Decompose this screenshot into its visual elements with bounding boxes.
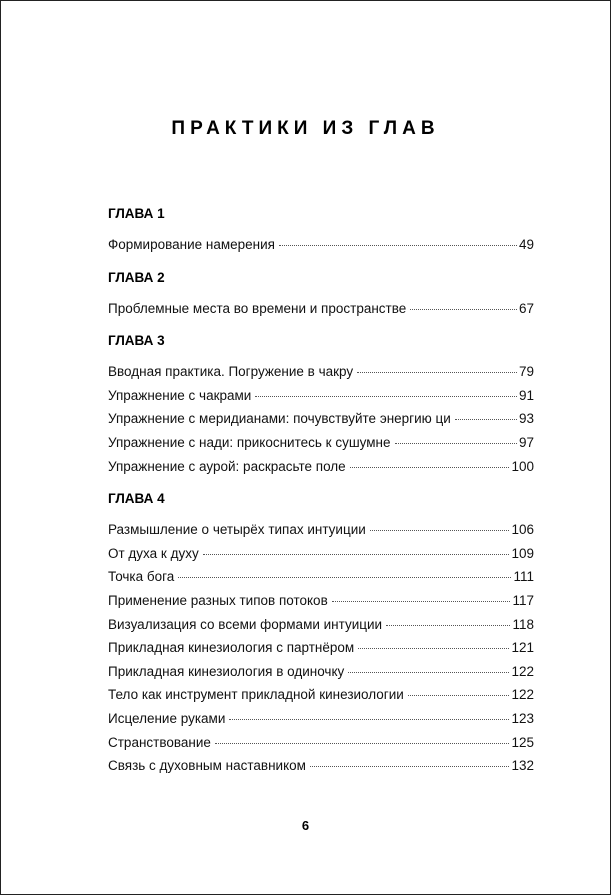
chapter-entries <box>108 233 534 257</box>
dot-leader <box>348 672 509 673</box>
toc-entry-title: Тело как инструмент прикладной кинезиологии <box>108 687 404 703</box>
toc-entry <box>108 613 534 637</box>
dot-leader <box>386 625 510 626</box>
dot-leader <box>370 530 510 531</box>
dot-leader <box>455 419 517 420</box>
chapter-entries <box>108 518 534 778</box>
dot-leader <box>410 309 517 310</box>
toc-entry <box>108 518 534 542</box>
toc-entry-title: Упражнение с чакрами <box>108 387 252 403</box>
toc-entry-page: 122 <box>511 687 534 703</box>
toc-entry <box>108 360 534 384</box>
dot-leader <box>310 766 510 767</box>
chapter-2 <box>108 269 534 321</box>
toc-entry-title: Размышление о четырёх типах интуиции <box>108 522 366 538</box>
toc-entry-page: 100 <box>511 458 534 474</box>
chapter-heading: ГЛАВА 3 <box>108 333 165 349</box>
toc-entry-page: 49 <box>518 237 534 252</box>
dot-leader <box>408 695 510 696</box>
toc-entry-title: Упражнение с меридианами: почувствуйте энергию ци <box>108 411 451 427</box>
toc-entry <box>108 431 534 455</box>
chapter-3 <box>108 332 534 478</box>
toc-entry-page: 97 <box>518 434 534 450</box>
toc-entry <box>108 683 534 707</box>
dot-leader <box>395 443 517 444</box>
toc-entry-page: 67 <box>518 300 534 316</box>
toc-entry <box>108 297 534 321</box>
chapter-entries <box>108 360 534 478</box>
toc-entry <box>108 660 534 684</box>
toc-entry <box>108 407 534 431</box>
toc-entry-page: 111 <box>513 569 534 585</box>
toc-entry-page: 125 <box>511 734 534 750</box>
toc-entry-page: 121 <box>511 640 534 656</box>
toc-entry-title: Вводная практика. Погружение в чакру <box>108 364 354 380</box>
toc-entry-title: От духа к духу <box>108 545 199 561</box>
chapter-1 <box>108 205 534 257</box>
chapter-heading: ГЛАВА 1 <box>108 206 165 221</box>
toc-entry-title: Визуализация со всеми формами интуиции <box>108 616 383 632</box>
chapter-heading: ГЛАВА 4 <box>108 491 165 507</box>
dot-leader <box>229 719 509 720</box>
toc-entry-title: Упражнение с аурой: раскрасьте поле <box>108 458 346 474</box>
toc-entry <box>108 707 534 731</box>
toc-entry-title: Применение разных типов потоков <box>108 592 328 608</box>
page-title: ПРАКТИКИ ИЗ ГЛАВ <box>171 118 440 139</box>
toc-entry-title: Проблемные места во времени и пространстве <box>108 300 407 316</box>
toc-entry-page: 79 <box>518 364 534 380</box>
toc-entry-page: 91 <box>518 387 534 403</box>
dot-leader <box>203 554 510 555</box>
dot-leader <box>357 372 517 373</box>
chapter-heading: ГЛАВА 2 <box>108 269 165 285</box>
toc-entry <box>108 233 534 257</box>
toc-entry <box>108 565 534 589</box>
toc-entry-title: Упражнение с нади: прикоснитесь к сушумне <box>108 434 391 450</box>
toc-entry-title: Формирование намерения <box>108 237 275 252</box>
toc-entry-page: 93 <box>518 411 534 427</box>
dot-leader <box>332 601 511 602</box>
toc-entry <box>108 589 534 613</box>
dot-leader <box>358 648 509 649</box>
toc-entry <box>108 455 534 479</box>
toc-entry <box>108 636 534 660</box>
toc-entry-page: 122 <box>511 663 534 679</box>
toc-entry-title: Прикладная кинезиология с партнёром <box>108 640 355 656</box>
toc-entry <box>108 731 534 755</box>
toc-entry-title: Исцеление руками <box>108 710 226 726</box>
chapter-4 <box>108 490 534 778</box>
chapter-entries <box>108 297 534 321</box>
dot-leader <box>178 577 511 578</box>
toc-entry-title: Странствование <box>108 734 211 750</box>
toc-entry-title: Связь с духовным наставником <box>108 758 306 774</box>
toc-entry <box>108 542 534 566</box>
toc-list <box>108 205 534 790</box>
toc-entry-page: 132 <box>511 758 534 774</box>
toc-entry-page: 109 <box>511 545 534 561</box>
toc-entry-page: 117 <box>512 592 534 608</box>
toc-entry-title: Прикладная кинезиология в одиночку <box>108 663 345 679</box>
toc-entry-page: 118 <box>512 616 534 632</box>
toc-entry-page: 106 <box>511 522 534 538</box>
toc-entry-page: 123 <box>511 710 534 726</box>
dot-leader <box>279 245 517 246</box>
toc-entry-title: Точка бога <box>108 569 175 585</box>
dot-leader <box>255 396 517 397</box>
toc-entry <box>108 754 534 778</box>
toc-entry <box>108 384 534 408</box>
dot-leader <box>215 743 510 744</box>
dot-leader <box>350 467 510 468</box>
page-number: 6 <box>301 818 310 833</box>
